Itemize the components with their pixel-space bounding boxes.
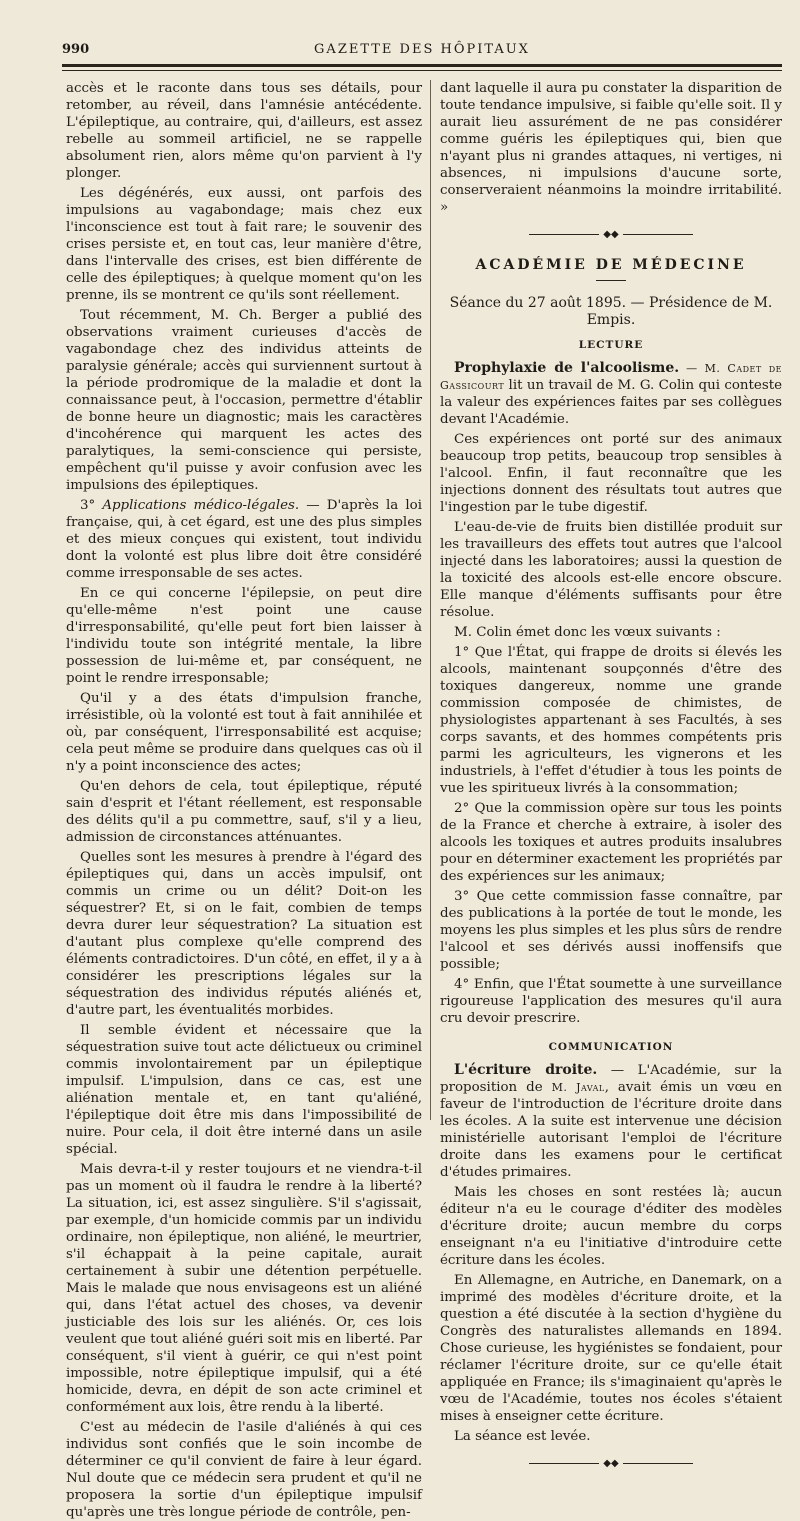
section-title: ACADÉMIE DE MÉDECINE (475, 257, 747, 273)
section-3-paragraph (66, 497, 422, 582)
section-3-text: — D'après la loi française, qui, à cet égard, est une des plus simples et des mieux conçues qui existent, tout individu dont la volonté est plus libre doit être considéré comme irresponsable de ses actes. (66, 498, 422, 581)
paragraph: Mais les choses en sont restées là; aucun éditeur n'a eu le courage d'éditer des modèles d'écriture droite; aucun membre du corps enseignant n'a eu l'initiative d'introduire cette écriture dans les écoles. (440, 1185, 782, 1268)
wish-item: 4° Enfin, que l'État soumette à une surveillance rigoureuse l'application des mesures qu'il aura cru devoir prescrire. (440, 977, 782, 1026)
column-divider (430, 80, 431, 1120)
ornament-line (529, 1463, 599, 1464)
paragraph: Quelles sont les mesures à prendre à l'égard des épileptiques qui, dans un accès impulsif, ont commis un crime ou un délit? Doit-on les séquestrer? Et, si on le fait, combien de temps devra durer leur séquestration? La situation est d'autant plus complexe qu'elle comprend des éléments contradictoires. D'un côté, en effet, il y a à considérer les prescriptions légales sur la séquestration des individus réputés aliénés et, d'autre part, les éventualités morbides. (66, 850, 422, 1018)
page-header (62, 38, 782, 62)
communication-prefix: — L'Académie, sur la proposition de (440, 1063, 782, 1095)
left-column (66, 80, 422, 1520)
header-rule-thick (62, 64, 782, 67)
ornament-diamond-icon: ◆◆ (603, 1458, 619, 1469)
section-3-title: Applications médico-légales. (102, 498, 300, 513)
paragraph: Les dégénérés, eux aussi, ont parfois des impulsions au vagabondage; mais chez eux l'inconscience est tout à fait rare; le souvenir des crises persiste et, en tout cas, leur manière d'être, dans l'intervalle des crises, est bien différente de celle des épileptiques; à quelque moment qu'on les prenne, ils se montrent ce qu'ils sont réellement. (66, 186, 422, 303)
wish-item: 3° Que cette commission fasse connaître, par des publications à la portée de tout le monde, les moyens les plus simples et les plus sûrs de rendre l'alcool et ses dérivés aussi inoffensifs que possible; (440, 889, 782, 972)
wish-item: 1° Que l'État, qui frappe de droits si élevés les alcools, maintenant soupçonnés d'être des toxiques dangereux, nomme une grande commission composée de chimistes, de physiologistes appartenant à ses Facultés, à ses corps savants, et des hommes compétents pris parmi les agriculteurs, les vignerons et les industriels, à l'effet d'étudier à tous les points de vue les spiritueux livrés à la consommation; (440, 645, 782, 796)
running-title: GAZETTE DES HÔPITAUX (314, 42, 530, 57)
ornament-line (623, 234, 693, 235)
ornament-divider (440, 226, 782, 243)
lecture-author: — M. Cadet de Gassicourt (440, 362, 782, 392)
paragraph: Ces expériences ont porté sur des animaux beaucoup trop petits, beaucoup trop sensibles à l'alcool. Enfin, il faut reconnaître que les injections donnent des résultats tout autres que l'ingestion par le tube digestif. (440, 432, 782, 515)
paragraph: Il semble évident et nécessaire que la séquestration suive tout acte délictueux ou criminel commis involontairement par un épileptique impulsif. L'impulsion, dans ce cas, est une aliénation mentale et, en tant qu'aliéné, l'épileptique doit être mis dans l'impossibilité de nuire. Pour cela, il doit être interné dans un asile spécial. (66, 1023, 422, 1157)
lecture-intro: lit un travail de M. G. Colin qui conteste la valeur des expériences faites par ses collègues devant l'Académie. (440, 378, 782, 427)
paragraph: En Allemagne, en Autriche, en Danemark, on a imprimé des modèles d'écriture droite, et la question a été discutée à la section d'hygiène du Congrès des naturalistes allemands en 1894. Chose curieuse, les hygiénistes se fondaient, pour réclamer l'écriture droite, sur ce qu'elle était appliquée en France; ils s'imaginaient qu'après le vœu de l'Académie, toutes nos écoles s'étaient mises à enseigner cette écriture. (440, 1273, 782, 1424)
ornament-divider-end (440, 1455, 782, 1472)
paragraph: Tout récemment, M. Ch. Berger a publié des observations vraiment curieuses d'accès de vagabondage chez des individus atteints de paralysie générale; accès qui surviennent surtout à la période prodromique de la maladie et dont la connaissance peut, à l'occasion, permettre d'établir de bonne heure un diagnostic; mais les caractères d'incohérence qui marquent les actes des paralytiques, la semi-conscience qui persiste, empêchent qu'il puisse y avoir confusion avec les impulsions des épileptiques. (66, 308, 422, 493)
communication-intro: , avait émis un vœu en faveur de l'introduction de l'écriture droite dans les écoles. A la suite est intervenue une décision ministérielle autorisant l'emploi de l'écriture droite dans les examens pour le certificat d'études primaires. (440, 1080, 782, 1180)
section-3-number: 3° (80, 498, 103, 513)
ornament-line (529, 234, 599, 235)
ornament-line (623, 1463, 693, 1464)
continued-paragraph: dant laquelle il aura pu constater la disparition de toute tendance impulsive, si faible qu'elle soit. Il y aurait lieu assurément de ne pas considérer comme guéris les épileptiques qui, bien que n'ayant plus ni grandes attaques, ni vertiges, ni absences, ni impulsions d'aucune sorte, conserveraient néanmoins la moindre irritabilité. » (440, 81, 782, 215)
paragraph: L'eau-de-vie de fruits bien distillée produit sur les travailleurs des effets tout autres que l'alcool injecté dans les laboratoires; aussi la question de la toxicité des alcools est-elle encore obscure. Elle manque d'éléments suffisants pour être résolue. (440, 520, 782, 620)
paragraph: Qu'en dehors de cela, tout épileptique, réputé sain d'esprit et l'étant réellement, est responsable des délits qu'il a pu commettre, sauf, s'il y a lieu, admission de circonstances atténuantes. (66, 779, 422, 845)
communication-heading: COMMUNICATION (548, 1041, 674, 1053)
communication-intro-paragraph (440, 1062, 782, 1181)
lecture-intro-paragraph (440, 360, 782, 428)
closing-line: La séance est levée. (454, 1429, 591, 1444)
paragraph: accès et le raconte dans tous ses détails, pour retomber, au réveil, dans l'amnésie antécédente. L'épileptique, au contraire, qui, d'ailleurs, est assez rebelle au sommeil artificiel, ne se rappelle absolument rien, alors même qu'on parvient à l'y plonger. (66, 81, 422, 181)
header-rule-thin (62, 70, 782, 71)
session-line: Séance du 27 août 1895. — Présidence de M. Empis. (449, 295, 773, 328)
paragraph: C'est au médecin de l'asile d'aliénés à qui ces individus sont confiés que le soin incombe de déterminer ce qu'il convient de faire à leur égard. Nul doute que ce médecin sera prudent et qu'il ne proposera la sortie d'un épileptique impulsif qu'après une très longue période de contrôle, pen- (66, 1420, 422, 1520)
wish-item: 2° Que la commission opère sur tous les points de la France et cherche à extraire, à isoler des alcools les toxiques et autres produits insalubres pour en déterminer exactement les propriétés par des expériences sur les animaux; (440, 801, 782, 884)
ornament-diamond-icon: ◆◆ (603, 229, 619, 240)
communication-author: M. Javal (551, 1081, 605, 1094)
paragraph: Qu'il y a des états d'impulsion franche, irrésistible, où la volonté est tout à fait annihilée et où, par conséquent, l'irresponsabilité est acquise; cela peut même se produire dans quelques cas où il n'y a point inconscience des actes; (66, 691, 422, 774)
lecture-heading: LECTURE (578, 339, 644, 351)
short-rule (596, 280, 626, 281)
page-number: 990 (62, 42, 90, 57)
right-column (440, 80, 782, 1469)
paragraph: M. Colin émet donc les vœux suivants : (454, 625, 721, 640)
paragraph: En ce qui concerne l'épilepsie, on peut dire qu'elle-même n'est point une cause d'irresponsabilité, qu'elle peut fort bien laisser à l'individu toute son intégrité mentale, la libre possession de lui-même et, par conséquent, ne point le rendre irresponsable; (66, 586, 422, 686)
communication-title: L'écriture droite. (454, 1062, 598, 1078)
paragraph: Mais devra-t-il y rester toujours et ne viendra-t-il pas un moment où il faudra le rendre à la liberté? La situation, ici, est assez singulière. S'il s'agissait, par exemple, d'un homicide commis par un individu ordinaire, non épileptique, non aliéné, le meurtrier, s'il échappait à la peine capitale, aurait certainement à subir une détention perpétuelle. Mais le malade que nous envisageons est un aliéné qui, dans l'état actuel des choses, va devenir justiciable des lois sur les aliénés. Or, ces lois veulent que tout aliéné guéri soit mis en liberté. Par conséquent, s'il vient à guérir, ce qui n'est point impossible, notre épileptique impulsif, qui a été homicide, devra, en dépit de son acte criminel et conformément aux lois, être rendu à la liberté. (66, 1162, 422, 1415)
lecture-title: Prophylaxie de l'alcoolisme. (454, 360, 680, 376)
